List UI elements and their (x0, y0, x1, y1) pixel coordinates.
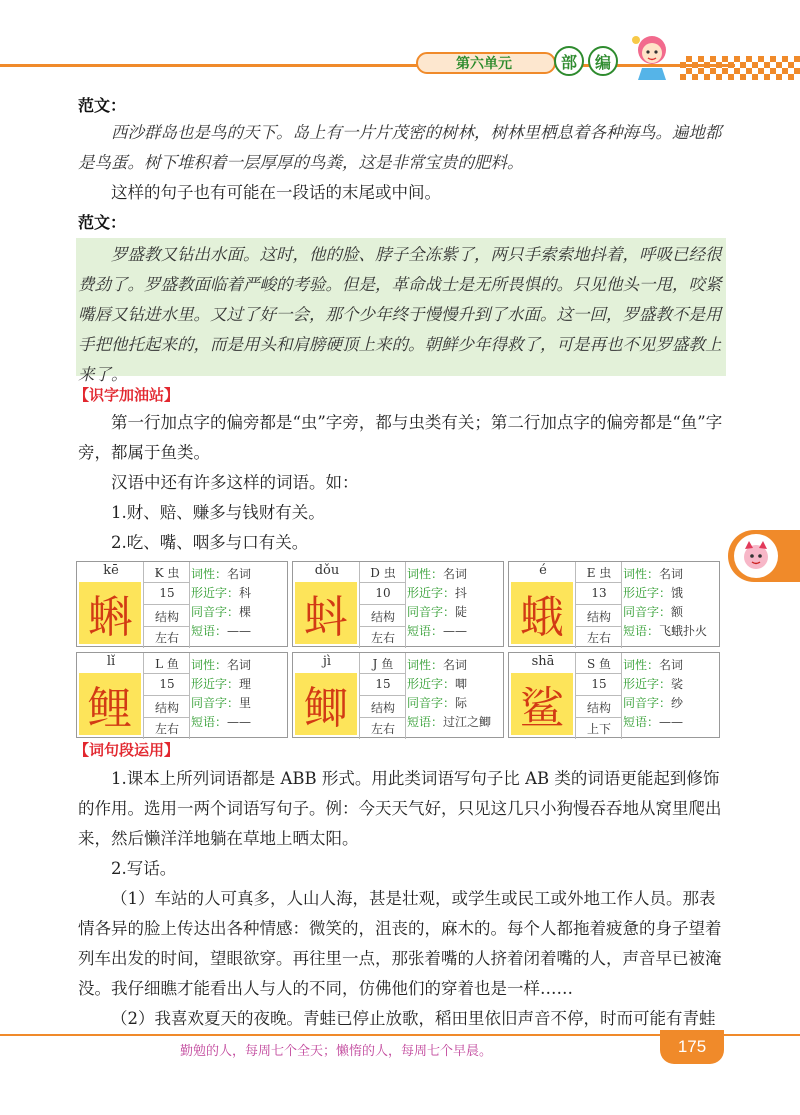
prop-label: 词性： (623, 658, 660, 672)
badge-bu: 部 (554, 46, 584, 76)
prop-value: —— (659, 715, 684, 729)
card-structure-label: 结构 (154, 701, 179, 715)
card-pinyin: lǐ (106, 654, 116, 669)
prop-value: 理 (239, 677, 252, 691)
card-pinyin: é (539, 563, 547, 578)
writing-sample-1: （1）车站的人可真多，人山人海，甚是壮观，或学生或民工或外地工作人员。那表情各异的脸上传达出各种情感：微笑的，沮丧的，麻木的。每个人都拖着疲惫的身子望着列车出发的时间，望眼欲穿。再往里一点，那张着嘴的人挤着闭着嘴的人，声音早已被淹没。我仔细瞧才能看出人与人的不同，仿佛他们的穿着也是一样…… (78, 889, 722, 998)
prop-value: 陡 (455, 605, 468, 619)
char-card (292, 652, 504, 738)
prop-value: 唧 (455, 677, 468, 691)
prop-label: 形近字： (623, 586, 672, 600)
card-character: 鲤 (79, 673, 141, 735)
page-number: 175 (660, 1030, 724, 1064)
prop-value: 名词 (227, 567, 252, 581)
card-strokes: 15 (375, 677, 391, 691)
card-letter: S (586, 657, 596, 671)
card-radical: 鱼 (381, 657, 394, 671)
prop-label: 形近字： (623, 677, 672, 691)
card-letter: J (372, 657, 378, 671)
prop-label: 形近字： (407, 586, 456, 600)
card-character: 蝌 (79, 582, 141, 644)
prop-value: 名词 (659, 658, 684, 672)
cartoon-girl-icon (622, 28, 680, 80)
card-radical: 虫 (383, 566, 396, 580)
prop-value: 里 (239, 696, 252, 710)
card-pinyin: dǒu (314, 563, 340, 578)
card-radical: 鱼 (599, 657, 612, 671)
prop-value: 饿 (671, 586, 684, 600)
cartoon-face-icon (734, 534, 778, 578)
card-radical: 虫 (599, 566, 612, 580)
card-character: 蚪 (295, 582, 357, 644)
prop-value: 名词 (227, 658, 252, 672)
example-mouth: 2.吃、嘴、咽多与口有关。 (111, 533, 309, 552)
writing-sample-2: （2）我喜欢夏天的夜晚。青蛙已停止放歌，稻田里依旧声音不停，时而可能有青蛙 (111, 1009, 716, 1028)
card-structure: 左右 (154, 722, 179, 736)
card-letter: D (370, 566, 380, 580)
card-strokes: 15 (591, 677, 607, 691)
card-structure-label: 结构 (586, 701, 611, 715)
char-card (508, 561, 720, 647)
prop-value: 名词 (443, 658, 468, 672)
prop-value: 过江之鲫 (443, 715, 492, 729)
card-character: 蛾 (511, 582, 573, 644)
prop-value: 棵 (239, 605, 252, 619)
prop-label: 同音字： (623, 605, 672, 619)
prop-label: 同音字： (623, 696, 672, 710)
prop-label: 形近字： (407, 677, 456, 691)
card-character: 鲨 (511, 673, 573, 735)
prop-label: 短语： (191, 624, 228, 638)
prop-label: 同音字： (191, 696, 240, 710)
card-pinyin: jì (322, 654, 332, 669)
card-radical: 鱼 (166, 657, 179, 671)
card-structure-label: 结构 (370, 610, 395, 624)
footer-quote: 勤勉的人，每周七个全天；懒惰的人，每周七个早晨。 (180, 1043, 493, 1058)
usage-item-1: 1.课本上所列词语都是 ABB 形式。用此类词语写句子比 AB 类的词语更能起到修饰的作用。选用一两个词语写句子。例：今天天气好，只见这几只小狗慢吞吞地从窝里爬出来，然后懒洋洋地躺在草地上晒太阳。 (78, 769, 722, 848)
unit-title: 第六单元 (456, 55, 512, 71)
char-card (292, 561, 504, 647)
section-title-literacy: 【识字加油站】 (74, 387, 180, 404)
example-money: 1.财、赔、赚多与钱财有关。 (111, 503, 325, 522)
prop-value: 抖 (455, 586, 468, 600)
prop-value: 裟 (671, 677, 684, 691)
prop-label: 词性： (407, 567, 444, 581)
card-character: 鲫 (295, 673, 357, 735)
prop-label: 短语： (623, 624, 660, 638)
usage-item-2: 2.写话。 (111, 859, 177, 878)
card-letter: K (154, 566, 164, 580)
prop-value: 纱 (671, 696, 684, 710)
checker-decoration (680, 56, 800, 80)
sample-label-1: 范文： (78, 98, 127, 115)
section-title-usage: 【词句段运用】 (74, 742, 180, 759)
sample-label-2: 范文： (78, 215, 127, 232)
prop-value: —— (227, 715, 252, 729)
prop-label: 同音字： (407, 605, 456, 619)
char-card (508, 652, 720, 738)
card-strokes: 15 (159, 586, 175, 600)
prop-value: 飞蛾扑火 (659, 624, 708, 638)
prop-value: 际 (455, 696, 468, 710)
prop-label: 词性： (623, 567, 660, 581)
examples-intro: 汉语中还有许多这样的词语。如： (111, 473, 359, 492)
card-radical: 虫 (167, 566, 180, 580)
prop-label: 短语： (191, 715, 228, 729)
card-pinyin: shā (531, 654, 555, 669)
card-structure: 左右 (154, 631, 179, 645)
prop-label: 同音字： (407, 696, 456, 710)
prop-label: 词性： (191, 567, 228, 581)
prop-label: 词性： (191, 658, 228, 672)
prop-value: —— (443, 624, 468, 638)
char-card (76, 561, 288, 647)
card-letter: E (586, 566, 596, 580)
prop-label: 短语： (407, 715, 444, 729)
card-structure-label: 结构 (370, 701, 395, 715)
card-strokes: 13 (591, 586, 607, 600)
card-strokes: 15 (159, 677, 175, 691)
card-structure: 左右 (370, 631, 395, 645)
card-letter: L (155, 657, 164, 671)
card-strokes: 10 (375, 586, 391, 600)
prop-value: —— (227, 624, 252, 638)
char-card (76, 652, 288, 738)
card-structure-label: 结构 (154, 610, 179, 624)
card-structure: 上下 (586, 722, 611, 736)
prop-value: 额 (671, 605, 684, 619)
sample-paragraph-1: 西沙群岛也是鸟的天下。岛上有一片片茂密的树林，树林里栖息着各种海鸟。遍地都是鸟蛋。树下堆积着一层厚厚的鸟粪，这是非常宝贵的肥料。 (78, 123, 722, 172)
prop-label: 词性： (407, 658, 444, 672)
card-pinyin: kē (103, 563, 119, 578)
card-structure: 左右 (586, 631, 611, 645)
prop-value: 科 (239, 586, 252, 600)
prop-label: 形近字： (191, 586, 240, 600)
paragraph-note: 这样的句子也有可能在一段话的末尾或中间。 (111, 183, 441, 202)
prop-label: 同音字： (191, 605, 240, 619)
radical-explanation: 第一行加点字的偏旁都是“虫”字旁，都与虫类有关；第二行加点字的偏旁都是“鱼”字旁，都属于鱼类。 (78, 413, 723, 462)
prop-label: 短语： (407, 624, 444, 638)
prop-label: 形近字： (191, 677, 240, 691)
prop-value: 名词 (659, 567, 684, 581)
prop-value: 名词 (443, 567, 468, 581)
card-structure-label: 结构 (586, 610, 611, 624)
prop-label: 短语： (623, 715, 660, 729)
sample-paragraph-2: 罗盛教又钻出水面。这时，他的脸、脖子全冻紫了，两只手索索地抖着，呼吸已经很费劲了。罗盛教面临着严峻的考验。但是，革命战士是无所畏惧的。只见他头一甩，咬紧嘴唇又钻进水里。又过了好一会，那个少年终于慢慢升到了水面。这一回，罗盛教不是用手把他托起来的，而是用头和肩膀硬顶上来的。朝鲜少年得救了，可是再也不见罗盛教上来了。 (78, 245, 722, 384)
badge-bian: 编 (588, 46, 618, 76)
card-structure: 左右 (370, 722, 395, 736)
